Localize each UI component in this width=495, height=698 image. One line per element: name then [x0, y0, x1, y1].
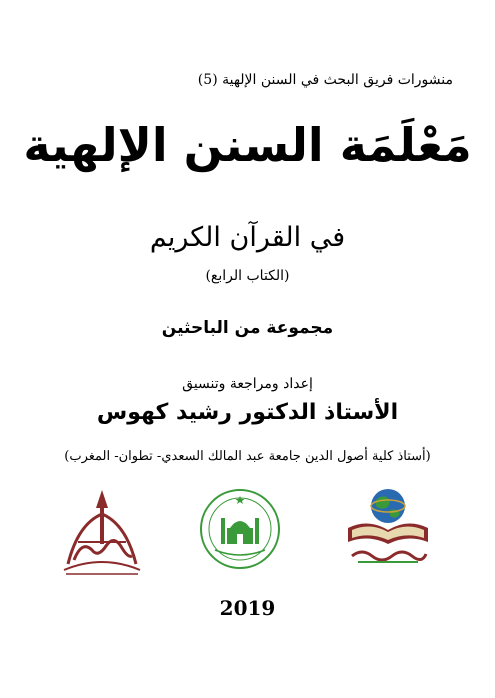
book-subtitle: في القرآن الكريم [149, 222, 346, 253]
research-team-seal [199, 488, 281, 570]
globe-icon [371, 489, 405, 523]
book-number: (الكتاب الرابع) [205, 268, 290, 284]
publication-year: 2019 [219, 596, 276, 620]
book-title: مَعْلَمَة السنن الإلهية [23, 118, 472, 172]
institution-emblem [58, 484, 146, 576]
publisher-logo [342, 484, 434, 568]
prepared-by-label: إعداد ومراجعة وتنسيق [182, 376, 313, 392]
editor-affiliation: (أستاذ كلية أصول الدين جامعة عبد المالك السعدي- تطوان- المغرب) [64, 449, 431, 464]
open-book-icon [348, 523, 428, 544]
series-label: منشورات فريق البحث في السنن الإلهية (5) [197, 72, 453, 88]
authors-label: مجموعة من الباحثين [161, 318, 334, 338]
editor-name: الأستاذ الدكتور رشيد كهوس [96, 400, 399, 425]
publisher-calligraphy [352, 552, 426, 560]
